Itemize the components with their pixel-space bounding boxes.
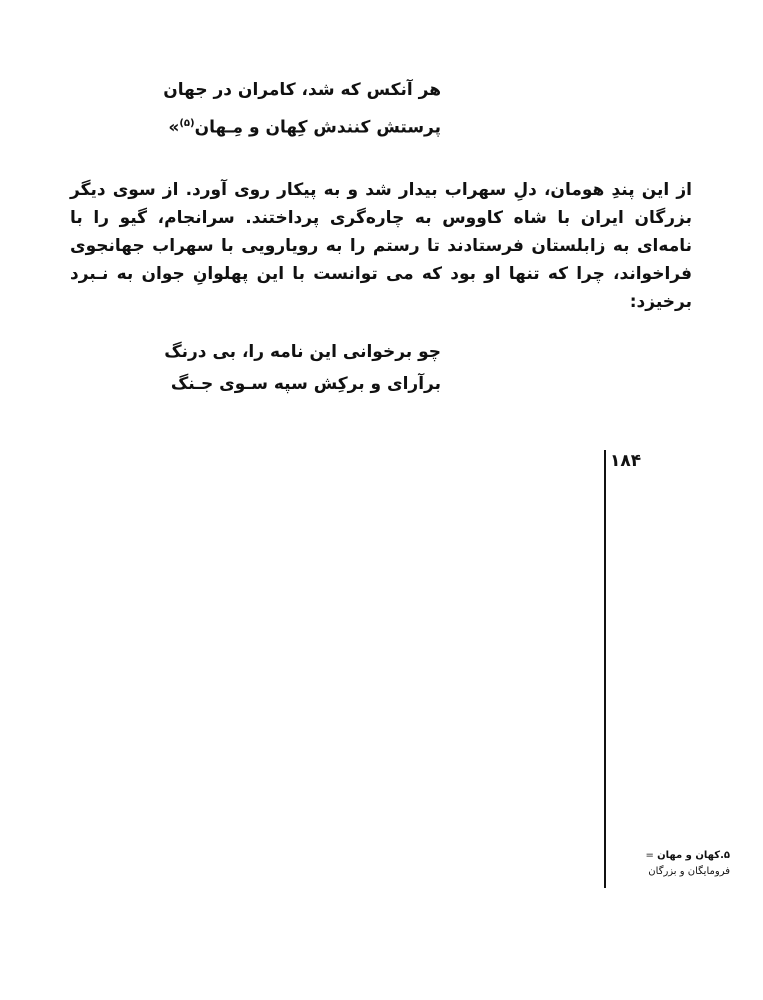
verse-line-3: چو برخوانی این نامه را، بی درنگ [164,342,441,362]
verse-line-2-text: پرستش کنندش کِهان و مِـهان [194,117,441,138]
margin-divider [604,450,606,888]
footnote [612,848,730,880]
prose-text: از این پندِ هومان، دلِ سهراب بیدار شد و به پیکار روی آورد. از سوی دیگر بزرگان ایران با شاه کاووس به چاره‌گری پرداختند. سرانجام، گیو را با نامه‌ای به زابلستان فرستادند تا رستم را به رویارویی با سهراب جهانجوی فراخواند، چرا که تنها او بود که می توانست با این پهلوانِ جوان به نـبرد برخیزد: [70,180,692,312]
verse-line-1: هر آنکس که شد، کامران در جهان [163,80,441,100]
verse-line-2 [61,112,441,140]
footnote-reference[interactable]: (۵) [179,118,195,129]
closing-quote: » [168,117,180,138]
footnote-definition: = فرومایگان و بزرگان [645,850,730,877]
prose-paragraph [70,176,692,316]
verse-line-4: برآرای و برکِش سپه سـوی جـنگ [170,374,441,394]
page-number: ۱۸۴ [610,451,642,471]
footnote-term: ۵.کهان و مهان [657,850,730,861]
